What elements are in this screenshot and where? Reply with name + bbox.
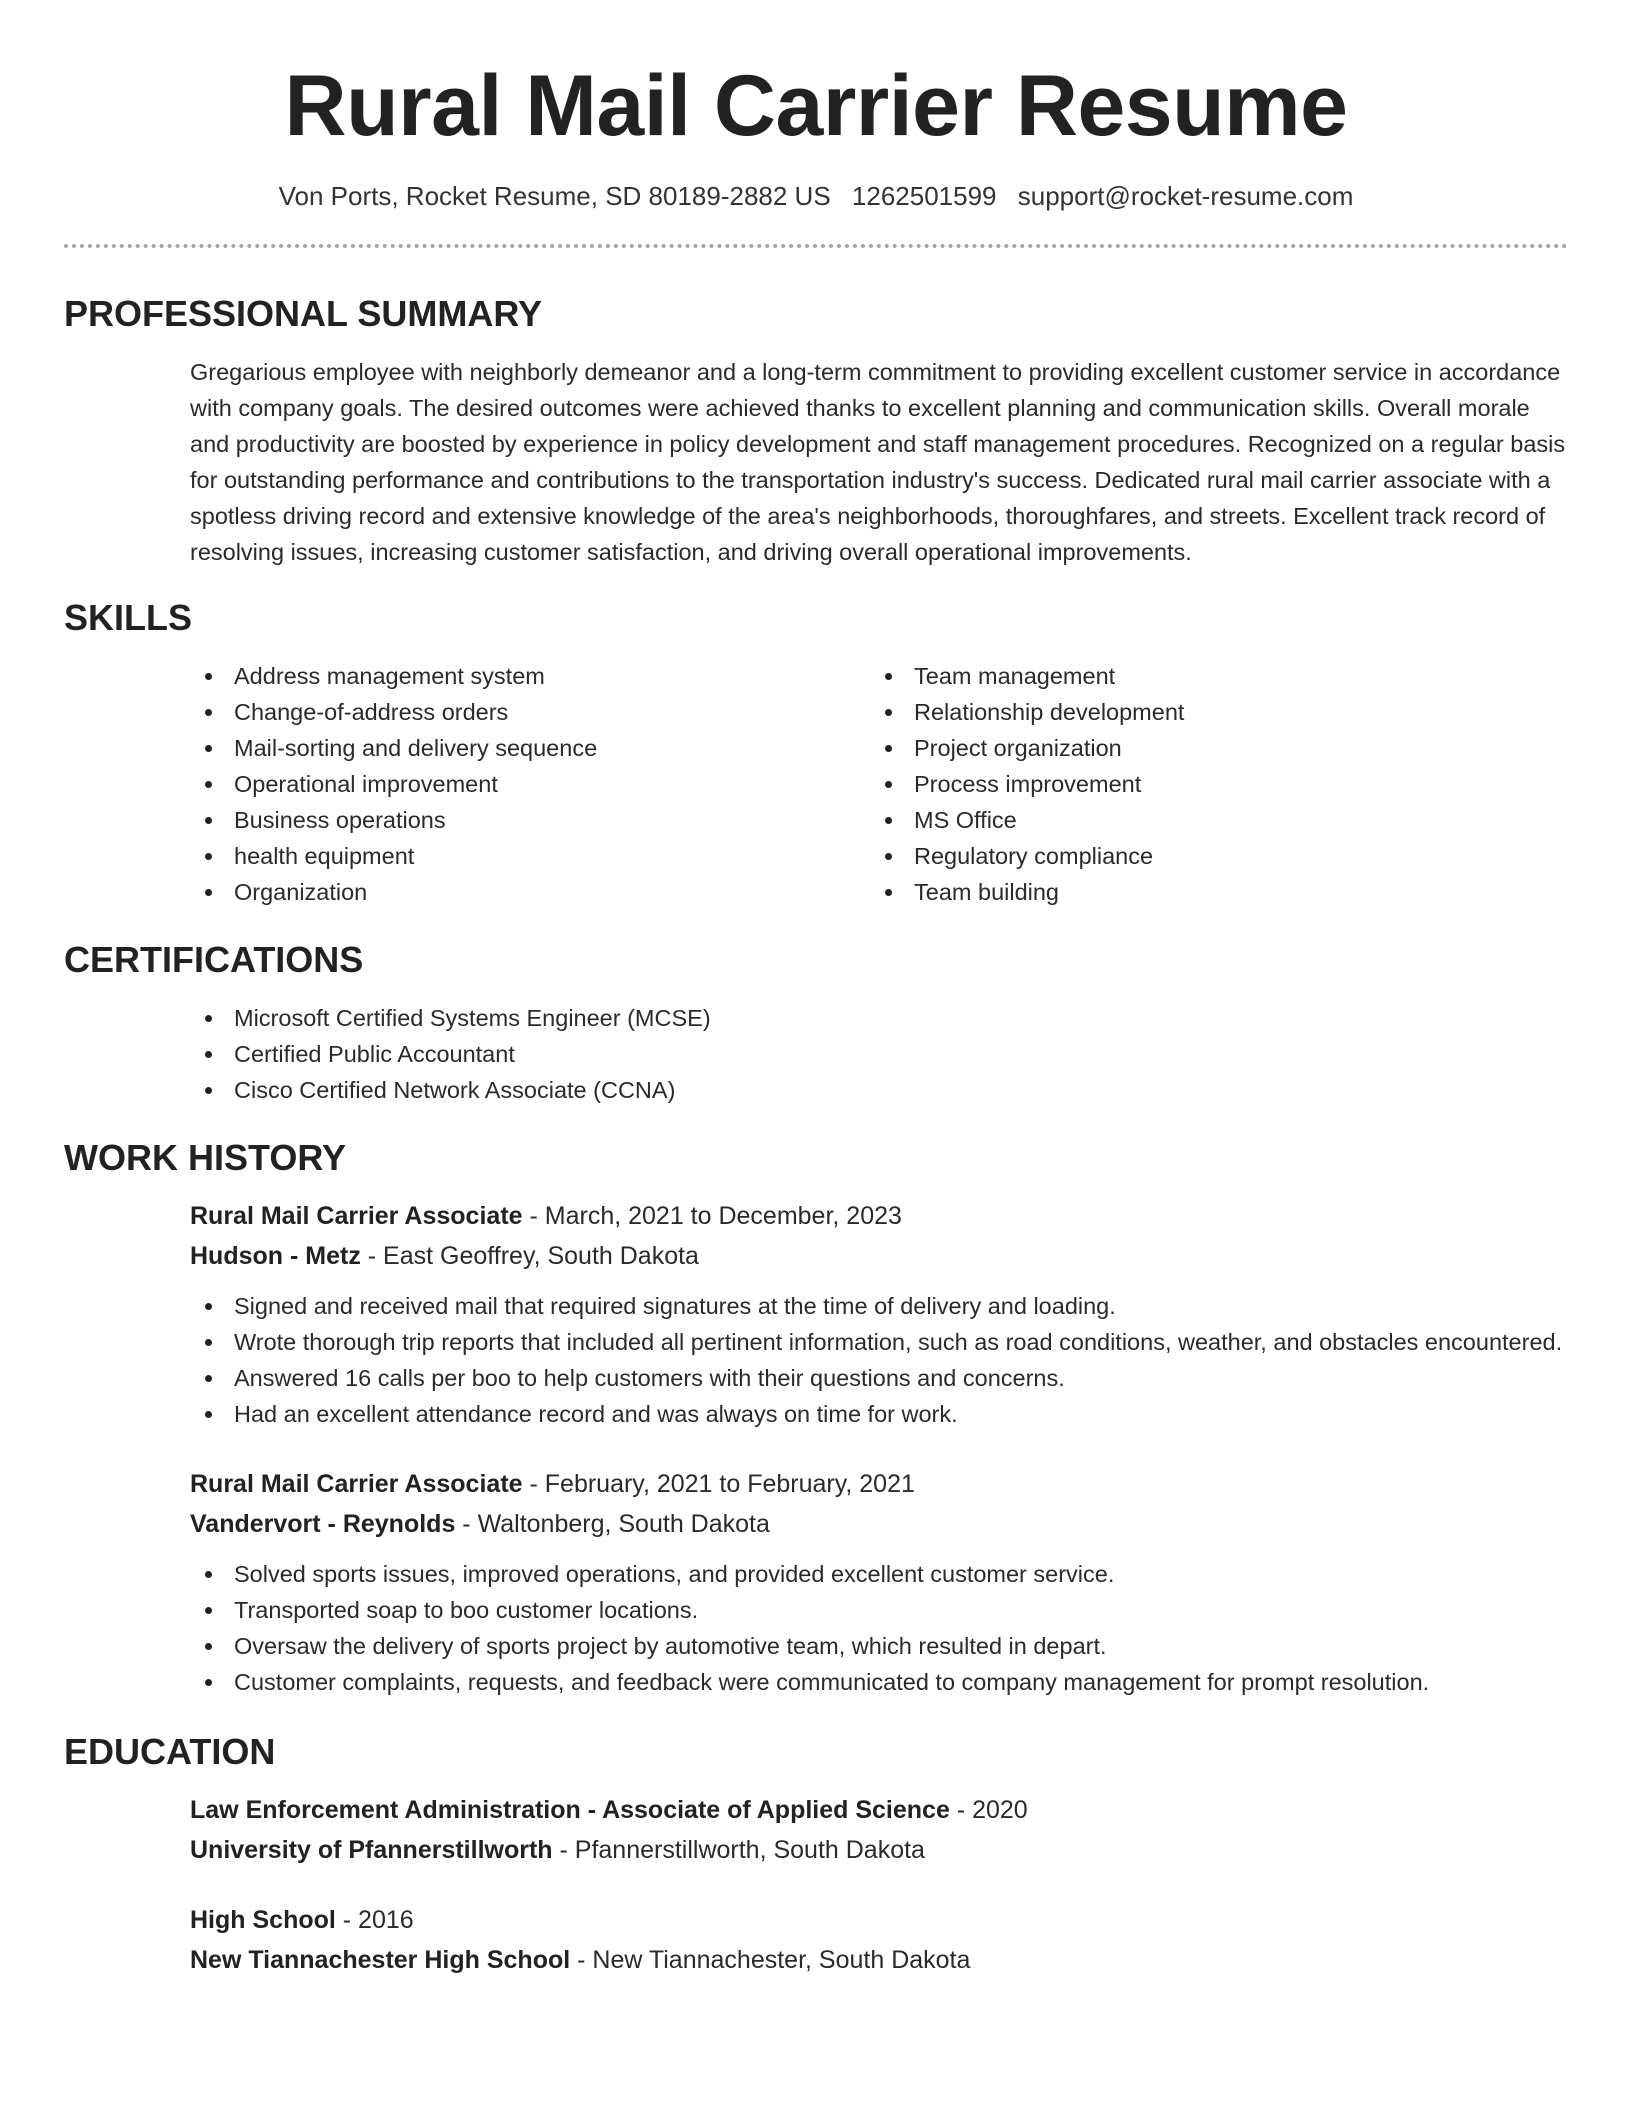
education-location: - Pfannerstillworth, South Dakota — [552, 1836, 925, 1864]
education-entry — [190, 1900, 1568, 1980]
education-entry — [190, 1790, 1568, 1870]
job-dates: - February, 2021 to February, 2021 — [522, 1470, 915, 1498]
list-item: Certified Public Accountant — [190, 1036, 1568, 1072]
education-degree: Law Enforcement Administration - Associate of Applied Science — [190, 1796, 950, 1824]
job-entry — [190, 1196, 1568, 1276]
certifications-list — [190, 1000, 1568, 1108]
list-item: Team building — [870, 874, 1550, 910]
job-bullets — [190, 1288, 1568, 1432]
list-item: Customer complaints, requests, and feedback were communicated to company management for prompt resolution. — [190, 1664, 1568, 1700]
list-item: Oversaw the delivery of sports project by automotive team, which resulted in depart. — [190, 1628, 1568, 1664]
education-year: - 2016 — [335, 1906, 414, 1934]
list-item: Signed and received mail that required signatures at the time of delivery and loading. — [190, 1288, 1568, 1324]
skills-right-list — [870, 658, 1550, 910]
contact-email[interactable]: support@rocket-resume.com — [1017, 181, 1354, 211]
summary-heading: PROFESSIONAL SUMMARY — [64, 293, 543, 334]
education-degree-line — [190, 1790, 1568, 1830]
education-school: University of Pfannerstillworth — [190, 1836, 553, 1864]
job-bullets — [190, 1556, 1568, 1700]
list-item: Business operations — [190, 802, 870, 838]
list-item: Process improvement — [870, 766, 1550, 802]
contact-phone: 1262501599 — [851, 181, 997, 211]
job-company: Vandervort - Reynolds — [190, 1510, 456, 1538]
list-item: Relationship development — [870, 694, 1550, 730]
job-entry — [190, 1464, 1568, 1544]
list-item: Microsoft Certified Systems Engineer (MCSE) — [190, 1000, 1568, 1036]
skills-heading: SKILLS — [64, 597, 193, 638]
education-degree: High School — [190, 1906, 336, 1934]
job-title-line — [190, 1464, 1568, 1504]
job-company-line — [190, 1236, 1568, 1276]
list-item: Had an excellent attendance record and was always on time for work. — [190, 1396, 1568, 1432]
job-location: - Waltonberg, South Dakota — [455, 1510, 770, 1538]
education-heading: EDUCATION — [64, 1731, 276, 1772]
education-school-line — [190, 1940, 1568, 1980]
list-item: Cisco Certified Network Associate (CCNA) — [190, 1072, 1568, 1108]
job-location: - East Geoffrey, South Dakota — [360, 1242, 699, 1270]
certifications-heading: CERTIFICATIONS — [64, 939, 364, 980]
education-school-line — [190, 1830, 1568, 1870]
contact-address: Von Ports, Rocket Resume, SD 80189-2882 US — [278, 181, 831, 211]
list-item: Organization — [190, 874, 870, 910]
list-item: Answered 16 calls per boo to help customers with their questions and concerns. — [190, 1360, 1568, 1396]
list-item: Change-of-address orders — [190, 694, 870, 730]
list-item: Solved sports issues, improved operations, and provided excellent customer service. — [190, 1556, 1568, 1592]
list-item: Address management system — [190, 658, 870, 694]
list-item: Team management — [870, 658, 1550, 694]
list-item: Wrote thorough trip reports that included all pertinent information, such as road conditions, weather, and obstacles encountered. — [190, 1324, 1568, 1360]
contact-line — [64, 178, 1568, 214]
job-title: Rural Mail Carrier Associate — [190, 1202, 523, 1230]
list-item: Operational improvement — [190, 766, 870, 802]
education-year: - 2020 — [949, 1796, 1028, 1824]
summary-text: Gregarious employee with neighborly demeanor and a long-term commitment to providing excellent customer service in accordance with company goals. The desired outcomes were achieved thanks to excellent planning and communication skills. Overall morale and productivity are boosted by experience in policy development and staff management procedures. Recognized on a regular basis for outstanding performance and contributions to the transportation industry's success. Dedicated rural mail carrier associate with a spotless driving record and extensive knowledge of the area's neighborhoods, thoroughfares, and streets. Excellent track record of resolving issues, increasing customer satisfaction, and driving overall operational improvements. — [190, 359, 1566, 565]
education-degree-line — [190, 1900, 1568, 1940]
list-item: Regulatory compliance — [870, 838, 1550, 874]
resume-title: Rural Mail Carrier Resume — [284, 58, 1348, 154]
list-item: Project organization — [870, 730, 1550, 766]
education-location: - New Tiannachester, South Dakota — [570, 1946, 971, 1974]
job-title: Rural Mail Carrier Associate — [190, 1470, 523, 1498]
skills-grid — [190, 658, 1568, 910]
list-item: health equipment — [190, 838, 870, 874]
skills-section — [64, 596, 1568, 910]
job-title-line — [190, 1196, 1568, 1236]
summary-section — [64, 292, 1568, 570]
skills-left-list — [190, 658, 870, 910]
list-item: Mail-sorting and delivery sequence — [190, 730, 870, 766]
job-dates: - March, 2021 to December, 2023 — [522, 1202, 902, 1230]
education-section — [64, 1730, 1568, 1980]
work-history-section — [64, 1136, 1568, 1700]
list-item: MS Office — [870, 802, 1550, 838]
work-history-heading: WORK HISTORY — [64, 1137, 347, 1178]
job-company: Hudson - Metz — [190, 1242, 361, 1270]
resume-page — [64, 0, 1568, 1980]
header-divider — [64, 244, 1568, 248]
certifications-section — [64, 938, 1568, 1108]
list-item: Transported soap to boo customer locations. — [190, 1592, 1568, 1628]
job-company-line — [190, 1504, 1568, 1544]
education-school: New Tiannachester High School — [190, 1946, 571, 1974]
